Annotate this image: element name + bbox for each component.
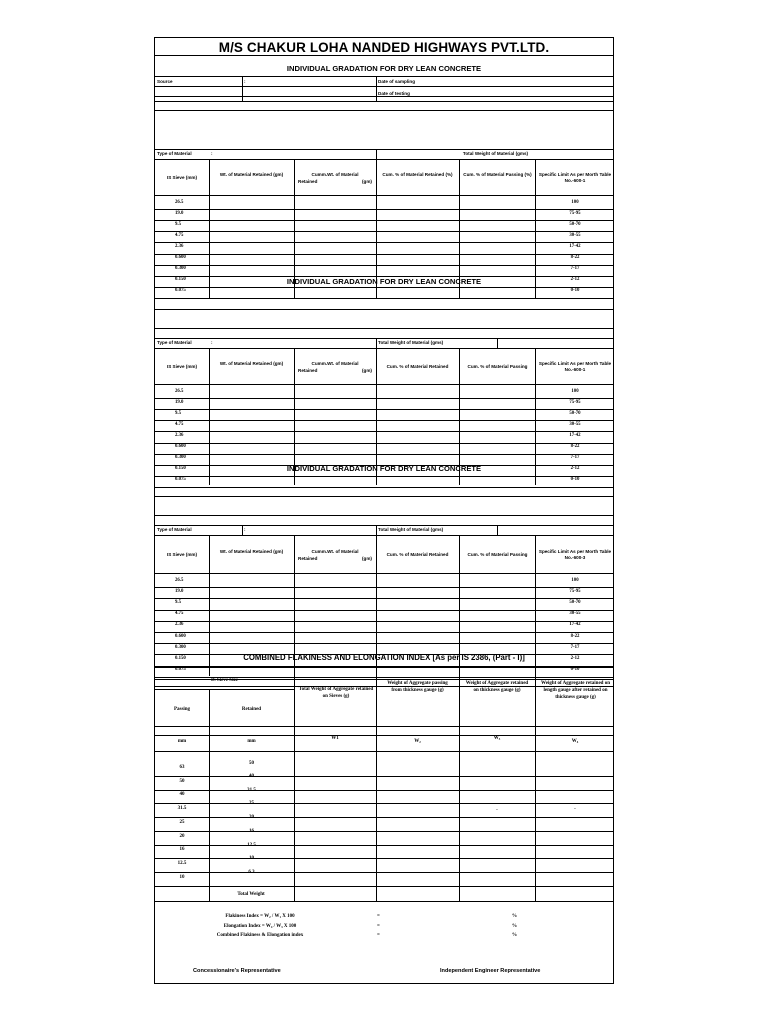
sieve-value: 0.600 xyxy=(175,255,186,260)
col-cumm-retained: Cumm.Wt. of Material xyxy=(311,172,359,177)
col-sieve: IS Sieve (mm) xyxy=(166,174,198,180)
grid-line xyxy=(155,338,613,339)
grid-line xyxy=(155,689,294,690)
spec-limit-value: 0-10 xyxy=(570,667,580,673)
col-passing-thickness: Weight of Aggregate passing from thickness gauge (g) xyxy=(387,681,448,693)
w3-label: W₃ xyxy=(493,736,501,741)
sieve-value: 26.5 xyxy=(175,199,184,205)
passing-value: 50 xyxy=(179,779,185,784)
spec-limit-value: 8-22 xyxy=(570,444,580,449)
spec-limit-value: 17-42 xyxy=(569,243,581,249)
grid-line xyxy=(376,338,377,348)
col-spec-limit: Specific Limit As per Morth Table No.-600-3 xyxy=(538,549,612,560)
col-wt-retained: Wt. of Material Retained (gm) xyxy=(219,549,284,554)
passing-value: 25 xyxy=(179,820,185,825)
col-sieve-size: IS Sieve Size xyxy=(211,678,238,683)
type-of-material-label: Type of Material xyxy=(157,151,192,156)
grid-line xyxy=(155,535,613,536)
spec-limit-value: 7-17 xyxy=(570,644,580,650)
sieve-value: 26.5 xyxy=(175,388,184,394)
col-wt-retained: Wt. of Material Retained (gm) xyxy=(219,172,284,177)
spec-limit-value: 0-10 xyxy=(570,288,580,294)
grid-line xyxy=(155,101,613,102)
col-cumm-retained-3: (gm) xyxy=(362,368,372,373)
w1-label: W1 xyxy=(331,736,339,741)
sieve-value: 19.0 xyxy=(175,399,184,405)
spec-limit-value: 2-12 xyxy=(570,277,580,283)
passing-value: 31.5 xyxy=(177,806,187,811)
sieve-value: 2.36 xyxy=(175,622,184,628)
col-cum-pct-retained: Cum. % of Material Retained xyxy=(386,551,449,557)
col-cumm-retained-3: (gm) xyxy=(362,179,372,184)
spec-limit-value: 7-17 xyxy=(570,455,580,461)
grid-line xyxy=(294,667,295,901)
spec-limit-value: 8-22 xyxy=(570,255,580,260)
type-of-material-label: Type of Material xyxy=(157,527,192,532)
sieve-value: 0.075 xyxy=(175,477,186,483)
col-cum-pct-passing: Cum. % of Material Passing xyxy=(467,551,528,557)
formula-unit: % xyxy=(512,933,517,938)
col-sieve: IS Sieve (mm) xyxy=(166,363,198,369)
grid-line xyxy=(155,328,613,329)
spec-limit-value: 17-42 xyxy=(569,622,581,628)
grid-line xyxy=(459,667,460,901)
retained-value: 31.5 xyxy=(247,788,256,793)
col-cum-pct-retained: Cum. % of Material Retained (%) xyxy=(382,172,453,177)
spec-limit-value: 50-70 xyxy=(569,599,581,605)
test-sheet xyxy=(154,37,614,984)
col-cum-pct-passing: Cum. % of Material Passing xyxy=(467,363,528,369)
col-wt-retained: Wt. of Material Retained (gm) xyxy=(219,361,284,366)
total-weight-label: Total Weight of Material (gms) xyxy=(378,340,444,345)
formula-eq: = xyxy=(377,924,380,929)
col-cumm-retained-2: Retained xyxy=(298,179,318,184)
total-weight-label: Total Weight of Material (gms) xyxy=(378,527,444,532)
retained-value: 50 xyxy=(249,761,254,766)
date-testing-label: Date of testing xyxy=(378,90,410,96)
sieve-value: 0.300 xyxy=(175,266,186,272)
date-sampling-label: Date of sampling xyxy=(378,78,416,84)
col-total-weight: Total Weight of Aggregate retained on Sieves (g) xyxy=(298,687,374,699)
sieve-value: 0.600 xyxy=(175,633,186,639)
unit-retained: mm xyxy=(247,739,256,744)
sieve-value: 2.36 xyxy=(175,432,184,438)
spec-limit-value: 100 xyxy=(571,577,579,583)
grid-line xyxy=(155,735,613,736)
col-spec-limit: Specific Limit As per Morth Table No.-600-1 xyxy=(538,361,612,372)
spec-limit-value: 50-70 xyxy=(569,221,581,227)
engineer-signature: Independent Engineer Representative xyxy=(440,968,541,974)
col-cumm-retained-3: (gm) xyxy=(362,556,372,561)
spec-limit-value: 7-17 xyxy=(570,266,580,272)
grid-line xyxy=(155,901,613,902)
formula-unit: % xyxy=(512,914,517,919)
source-label: Source xyxy=(157,78,173,84)
sieve-value: 0.600 xyxy=(175,444,186,449)
spec-limit-value: 100 xyxy=(571,388,579,394)
grid-line xyxy=(155,726,613,727)
section-title: INDIVIDUAL GRADATION FOR DRY LEAN CONCRETE xyxy=(286,464,482,473)
grid-line xyxy=(155,573,613,574)
col-cumm-retained: Cumm.Wt. of Material xyxy=(311,361,359,366)
spec-limit-value: 8-22 xyxy=(570,633,580,639)
col-retained-length: Weight of Aggregate retained on length gauge after retained on thickness gauge (g) xyxy=(541,681,610,700)
col-cumm-retained-2: Retained xyxy=(298,556,318,561)
sieve-value: 2.36 xyxy=(175,243,184,249)
total-weight-label: Total Weight of Material (gms) xyxy=(462,151,529,156)
grid-line xyxy=(155,496,613,497)
section-title: INDIVIDUAL GRADATION FOR DRY LEAN CONCRETE xyxy=(286,277,482,286)
col-retained: Retained xyxy=(241,707,262,712)
company-title: M/S CHAKUR LOHA NANDED HIGHWAYS PVT.LTD. xyxy=(218,40,550,55)
passing-value: 10 xyxy=(179,875,185,880)
col-sieve: IS Sieve (mm) xyxy=(166,551,198,557)
formula-label: Flakiness Index = W₂ / W₁ X 100 xyxy=(225,914,295,919)
total-weight-row-label: Total Weight xyxy=(237,892,265,897)
grid-line xyxy=(155,667,613,668)
grid-line xyxy=(376,525,377,535)
passing-value: 16 xyxy=(179,847,185,852)
source-colon: : xyxy=(244,78,246,84)
spec-limit-value: 75-95 xyxy=(569,210,581,216)
sieve-value: 9.5 xyxy=(175,410,181,416)
grid-line xyxy=(155,886,613,887)
formula-unit: % xyxy=(512,924,517,929)
formula-label: Combined Flakiness & Elongation index xyxy=(216,933,304,938)
sieve-value: 4.75 xyxy=(175,611,184,617)
w3-value: - xyxy=(496,808,498,813)
grid-line xyxy=(155,298,613,299)
grid-line xyxy=(155,525,613,526)
sieve-value: 9.5 xyxy=(175,599,181,605)
sieve-value: 0.075 xyxy=(175,288,186,294)
col-cumm-retained-2: Retained xyxy=(298,368,318,373)
formula-label: Elongation Index = W₄ / W₃ X 100 xyxy=(223,924,297,929)
spec-limit-value: 30-55 xyxy=(569,421,581,427)
spec-limit-value: 30-55 xyxy=(569,232,581,238)
grid-line xyxy=(155,348,613,349)
w2-label: W₂ xyxy=(414,739,421,744)
grid-line xyxy=(242,525,243,535)
grid-line xyxy=(155,86,613,87)
col-cum-pct-retained: Cum. % of Material Retained xyxy=(386,363,449,369)
grid-line xyxy=(155,384,613,385)
section-title: INDIVIDUAL GRADATION FOR DRY LEAN CONCRETE xyxy=(286,64,482,73)
grid-line xyxy=(155,515,613,516)
sieve-value: 0.150 xyxy=(175,277,186,283)
retained-value: 25 xyxy=(249,801,254,806)
concessionaire-signature: Concessionaire's Representative xyxy=(193,968,281,974)
sieve-value: 0.150 xyxy=(175,466,186,472)
type-of-material-label: Type of Material xyxy=(157,340,192,345)
col-spec-limit: Specific Limit As per Morth Table No.-600-1 xyxy=(538,172,612,183)
grid-line xyxy=(155,195,613,196)
grid-line xyxy=(155,309,613,310)
type-of-material-colon: : xyxy=(244,527,246,532)
col-cum-pct-passing: Cum. % of Material Passing (%) xyxy=(463,172,532,177)
spec-limit-value: 30-55 xyxy=(569,611,581,617)
grid-line xyxy=(155,159,613,160)
passing-value: 40 xyxy=(179,792,185,797)
grid-line xyxy=(155,487,613,488)
grid-line xyxy=(155,149,613,150)
grid-line xyxy=(376,667,377,901)
spec-limit-value: 50-70 xyxy=(569,410,581,416)
retained-value: 16 xyxy=(249,829,254,834)
col-cumm-retained: Cumm.Wt. of Material xyxy=(311,549,359,554)
spec-limit-value: 0-10 xyxy=(570,477,580,483)
sieve-value: 19.0 xyxy=(175,210,184,216)
retained-value: 10 xyxy=(249,856,254,861)
flakiness-title: COMBINED FLAKINESS AND ELONGATION INDEX [As per IS 2386, (Part - I)] xyxy=(243,653,525,662)
sieve-value: 0.300 xyxy=(175,644,186,650)
sieve-value: 4.75 xyxy=(175,421,184,427)
grid-line xyxy=(535,667,536,901)
grid-line xyxy=(242,76,243,101)
passing-value: 12.5 xyxy=(177,861,187,866)
grid-line xyxy=(155,76,613,77)
spec-limit-value: 75-95 xyxy=(569,399,581,405)
retained-value: 40 xyxy=(249,774,254,779)
spec-limit-value: 17-42 xyxy=(569,432,581,438)
col-retained-thickness: Weight of Aggregate retained on thickness gauge (g) xyxy=(465,681,529,693)
sieve-value: 19.0 xyxy=(175,588,184,594)
grid-line xyxy=(155,751,613,752)
type-of-material-colon: : xyxy=(211,151,213,156)
formula-eq: = xyxy=(377,933,380,938)
sieve-value: 0.075 xyxy=(175,667,186,673)
spec-limit-value: 100 xyxy=(571,199,579,205)
sieve-value: 4.75 xyxy=(175,232,184,238)
w4-value: - xyxy=(574,807,576,812)
grid-line xyxy=(155,96,613,97)
w4-label: W₄ xyxy=(571,739,579,744)
sieve-value: 0.300 xyxy=(175,455,186,461)
formula-eq: = xyxy=(377,914,380,919)
retained-value: 6.3 xyxy=(248,870,255,875)
grid-line xyxy=(155,55,613,56)
sieve-value: 9.5 xyxy=(175,221,181,227)
grid-line xyxy=(497,338,498,348)
grid-line xyxy=(376,76,377,101)
spec-limit-value: 75-95 xyxy=(569,588,581,594)
grid-line xyxy=(497,525,498,535)
spec-limit-value: 2-12 xyxy=(570,466,580,472)
type-of-material-colon: : xyxy=(211,340,213,345)
sieve-value: 0.150 xyxy=(175,655,186,661)
retained-value: 20 xyxy=(249,815,254,820)
unit-passing: mm xyxy=(177,739,187,744)
col-passing: Passing xyxy=(173,707,191,712)
sieve-value: 26.5 xyxy=(175,577,184,583)
passing-value: 63 xyxy=(179,765,185,770)
retained-value: 12.5 xyxy=(247,843,256,848)
passing-value: 20 xyxy=(179,834,185,839)
grid-line xyxy=(155,110,613,111)
spec-limit-value: 2-12 xyxy=(570,655,580,661)
